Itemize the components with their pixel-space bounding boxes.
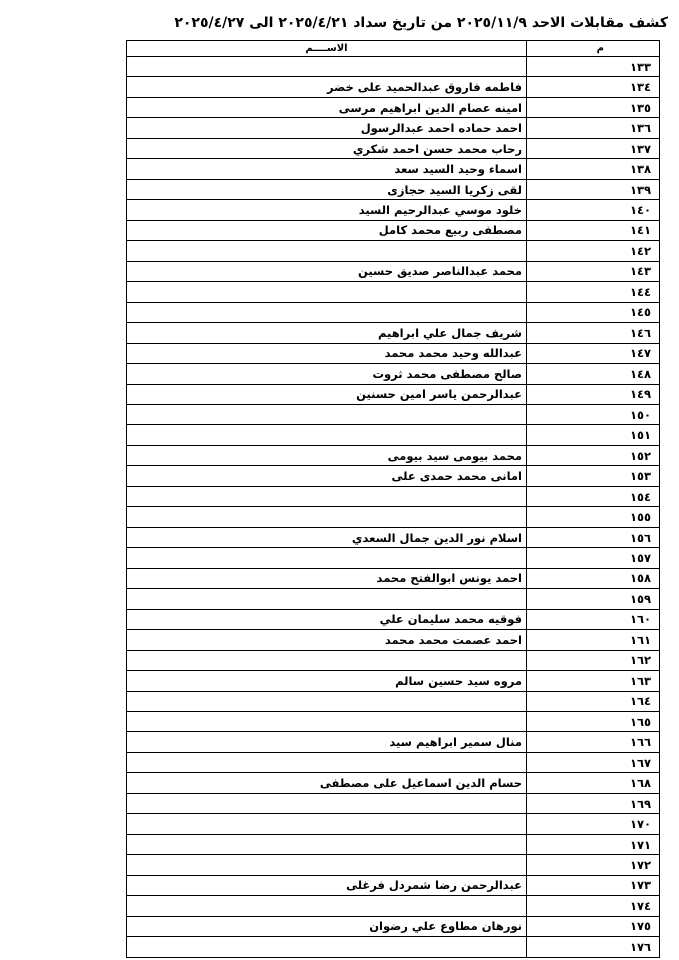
table-row	[127, 384, 660, 404]
table-row	[127, 138, 660, 158]
table-row	[127, 752, 660, 772]
table-header-row	[127, 41, 660, 57]
row-number: ١٧٤	[527, 896, 660, 916]
table-row	[127, 323, 660, 343]
row-number: ١٦٧	[527, 752, 660, 772]
row-name: فاطمه فاروق عبدالحميد على خضر	[127, 77, 527, 97]
row-number: ١٣٧	[527, 138, 660, 158]
row-name: شريف جمال علي ابراهيم	[127, 323, 527, 343]
row-number: ١٥٣	[527, 466, 660, 486]
table-row	[127, 712, 660, 732]
row-name: لقى زكريا السيد حجازى	[127, 179, 527, 199]
row-number: ١٣٤	[527, 77, 660, 97]
row-name	[127, 855, 527, 875]
row-name: حسام الدين اسماعيل على مصطفى	[127, 773, 527, 793]
row-name: امينه عصام الدين ابراهيم مرسى	[127, 97, 527, 117]
table-row	[127, 650, 660, 670]
table-row	[127, 200, 660, 220]
table-row	[127, 814, 660, 834]
table-row	[127, 486, 660, 506]
row-number: ١٦٦	[527, 732, 660, 752]
row-number: ١٤٨	[527, 364, 660, 384]
row-number: ١٥٤	[527, 486, 660, 506]
table-row	[127, 609, 660, 629]
row-number: ١٧٠	[527, 814, 660, 834]
table-row	[127, 302, 660, 322]
row-name	[127, 486, 527, 506]
row-name	[127, 57, 527, 77]
row-name: احمد عصمت محمد محمد	[127, 630, 527, 650]
row-name	[127, 548, 527, 568]
row-number: ١٦٥	[527, 712, 660, 732]
row-number: ١٤٦	[527, 323, 660, 343]
row-number: ١٧٥	[527, 916, 660, 936]
row-name: نورهان مطاوع علي رضوان	[127, 916, 527, 936]
row-name	[127, 282, 527, 302]
row-number: ١٤٢	[527, 241, 660, 261]
row-number: ١٥٧	[527, 548, 660, 568]
row-name: مصطفى ربيع محمد كامل	[127, 220, 527, 240]
row-number: ١٥٥	[527, 507, 660, 527]
table-row	[127, 875, 660, 895]
table-row	[127, 57, 660, 77]
row-number: ١٥٦	[527, 527, 660, 547]
row-name	[127, 589, 527, 609]
names-table-body	[127, 41, 660, 958]
row-name	[127, 712, 527, 732]
row-number: ١٣٨	[527, 159, 660, 179]
row-name	[127, 896, 527, 916]
row-number: ١٦١	[527, 630, 660, 650]
row-name	[127, 650, 527, 670]
row-number: ١٦٤	[527, 691, 660, 711]
row-number: ١٧٣	[527, 875, 660, 895]
page-title: كشف مقابلات الاحد ٢٠٢٥/١١/٩ من تاريخ سداد ٢٠٢٥/٤/٢١ الى ٢٠٢٥/٤/٢٧	[174, 15, 668, 31]
row-name: احمد يونس ابوالفتح محمد	[127, 568, 527, 588]
table-row	[127, 732, 660, 752]
table-row	[127, 404, 660, 424]
table-row	[127, 855, 660, 875]
row-name: احمد حماده احمد عبدالرسول	[127, 118, 527, 138]
row-name: خلود موسي عبدالرحيم السيد	[127, 200, 527, 220]
row-number: ١٤٧	[527, 343, 660, 363]
names-table	[126, 40, 660, 958]
row-number: ١٤١	[527, 220, 660, 240]
table-row	[127, 916, 660, 936]
table-row	[127, 179, 660, 199]
table-row	[127, 834, 660, 854]
row-number: ١٥٨	[527, 568, 660, 588]
table-row	[127, 466, 660, 486]
table-row	[127, 793, 660, 813]
table-row	[127, 527, 660, 547]
row-name: اسماء وحيد السيد سعد	[127, 159, 527, 179]
row-name: امانى محمد حمدى على	[127, 466, 527, 486]
row-name: اسلام نور الدين جمال السعدي	[127, 527, 527, 547]
row-number: ١٥٩	[527, 589, 660, 609]
row-number: ١٤٠	[527, 200, 660, 220]
row-name: عبدالرحمن رضا شمردل فرغلى	[127, 875, 527, 895]
row-name: مروه سيد حسين سالم	[127, 671, 527, 691]
row-number: ١٤٤	[527, 282, 660, 302]
table-row	[127, 220, 660, 240]
table-row	[127, 691, 660, 711]
row-number: ١٣٦	[527, 118, 660, 138]
table-row	[127, 937, 660, 957]
row-number: ١٦٣	[527, 671, 660, 691]
column-header-name: الاســــم	[127, 41, 527, 57]
row-name	[127, 425, 527, 445]
row-name	[127, 937, 527, 957]
row-name	[127, 302, 527, 322]
row-name: فوقيه محمد سليمان علي	[127, 609, 527, 629]
row-name	[127, 752, 527, 772]
row-name: محمد بيومى سيد بيومى	[127, 445, 527, 465]
row-name: رحاب محمد حسن احمد شكري	[127, 138, 527, 158]
table-row	[127, 548, 660, 568]
row-name	[127, 507, 527, 527]
row-name	[127, 241, 527, 261]
table-row	[127, 445, 660, 465]
table-row	[127, 364, 660, 384]
table-row	[127, 896, 660, 916]
row-number: ١٦٢	[527, 650, 660, 670]
row-number: ١٦٩	[527, 793, 660, 813]
row-number: ١٥٠	[527, 404, 660, 424]
table-row	[127, 343, 660, 363]
table-row	[127, 630, 660, 650]
table-row	[127, 159, 660, 179]
row-number: ١٧٦	[527, 937, 660, 957]
row-name	[127, 834, 527, 854]
table-row	[127, 425, 660, 445]
row-name	[127, 814, 527, 834]
table-row	[127, 568, 660, 588]
row-name: عبدالله وحيد محمد محمد	[127, 343, 527, 363]
table-row	[127, 671, 660, 691]
interview-list-sheet	[127, 40, 660, 958]
row-number: ١٣٥	[527, 97, 660, 117]
table-row	[127, 241, 660, 261]
row-number: ١٦٨	[527, 773, 660, 793]
row-name: عبدالرحمن ياسر امين حسنين	[127, 384, 527, 404]
row-number: ١٥١	[527, 425, 660, 445]
table-row	[127, 507, 660, 527]
table-row	[127, 282, 660, 302]
row-name	[127, 404, 527, 424]
row-name	[127, 691, 527, 711]
row-number: ١٤٣	[527, 261, 660, 281]
row-name: صالح مصطفى محمد ثروت	[127, 364, 527, 384]
row-number: ١٦٠	[527, 609, 660, 629]
table-row	[127, 261, 660, 281]
row-name: محمد عبدالناصر صديق حسين	[127, 261, 527, 281]
row-number: ١٣٩	[527, 179, 660, 199]
table-row	[127, 97, 660, 117]
table-row	[127, 773, 660, 793]
table-row	[127, 589, 660, 609]
table-row	[127, 118, 660, 138]
row-number: ١٥٢	[527, 445, 660, 465]
row-name	[127, 793, 527, 813]
row-number: ١٤٥	[527, 302, 660, 322]
row-number: ١٤٩	[527, 384, 660, 404]
row-number: ١٧١	[527, 834, 660, 854]
column-header-number: م	[527, 41, 660, 57]
table-row	[127, 77, 660, 97]
row-name: منال سمير ابراهيم سيد	[127, 732, 527, 752]
row-number: ١٧٢	[527, 855, 660, 875]
row-number: ١٣٣	[527, 57, 660, 77]
